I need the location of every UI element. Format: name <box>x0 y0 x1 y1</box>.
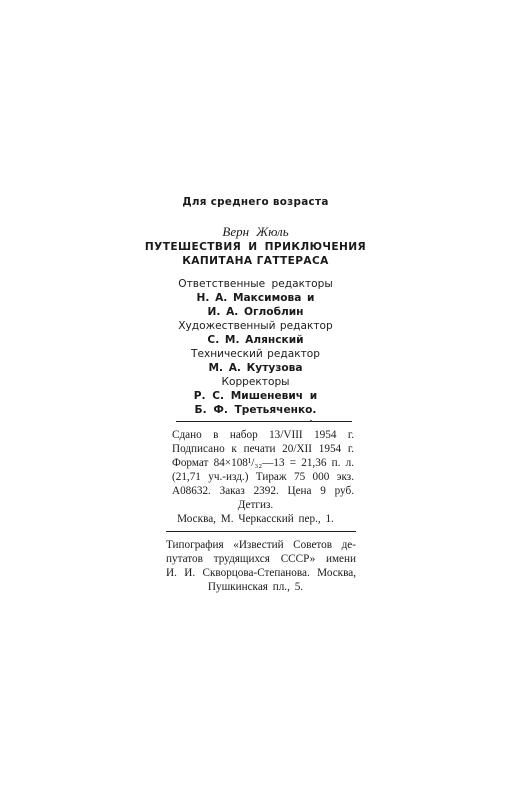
imprint-line-2: Подписано к печати 20/XII 1954 г. <box>172 443 354 455</box>
printer-line-3: И. И. Скворцова-Степанова. Москва, <box>166 567 356 579</box>
art-editor-name: С. М. Алянский <box>207 334 304 346</box>
rule-ornament <box>310 420 312 422</box>
imprint-line-5: А08632. Заказ 2392. Цена 9 руб. <box>172 485 354 497</box>
printer-line-1: Типография «Известий Советов де- <box>166 539 356 551</box>
tech-editor-name: М. А. Кутузова <box>208 362 303 374</box>
responsible-editor-2: И. А. Оглоблин <box>207 306 304 318</box>
divider-top <box>176 421 352 422</box>
proofreaders-label: Корректоры <box>221 376 290 388</box>
responsible-editor-1: Н. А. Максимова и <box>196 292 315 304</box>
proofreader-2: Б. Ф. Третьяченко. <box>194 404 317 416</box>
publisher-address: Москва, М. Черкасский пер., 1. <box>177 513 334 525</box>
book-title-line1: ПУТЕШЕСТВИЯ И ПРИКЛЮЧЕНИЯ <box>144 241 367 253</box>
tech-editor-label: Технический редактор <box>190 348 321 360</box>
responsible-editors-label: Ответственные редакторы <box>178 278 333 290</box>
book-title-line2: КАПИТАНА ГАТТЕРАСА <box>182 255 329 267</box>
imprint-line-1: Сдано в набор 13/VIII 1954 г. <box>172 429 354 441</box>
printer-line-2: путатов трудящихся СССР» имени <box>166 553 356 565</box>
author-name: Верн Жюль <box>222 224 289 239</box>
proofreader-1: Р. С. Мишеневич и <box>193 390 318 402</box>
age-label: Для среднего возраста <box>182 196 329 208</box>
printer-line-4: Пушкинская пл., 5. <box>207 581 304 593</box>
imprint-line-4: (21,71 уч.-изд.) Тираж 75 000 экз. <box>172 471 354 483</box>
divider-bottom <box>166 531 356 532</box>
art-editor-label: Художественный редактор <box>178 320 333 332</box>
imprint-line-3: Формат 84×108¹/₃₂—13 = 21,36 п. л. <box>172 457 354 469</box>
publisher-name: Детгиз. <box>237 499 274 511</box>
